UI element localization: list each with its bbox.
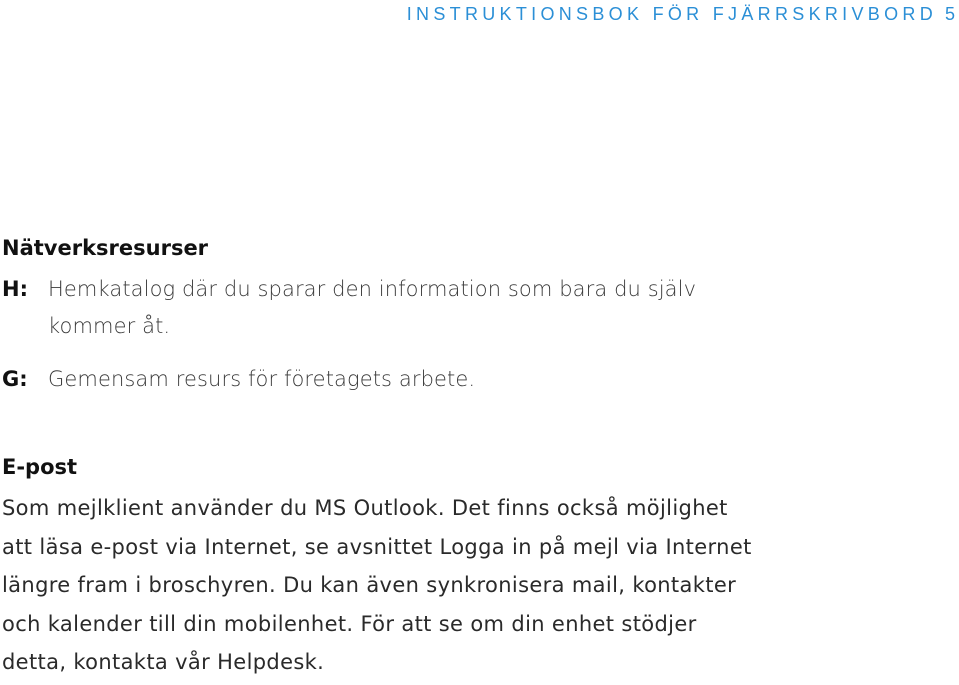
page-number: 5 — [944, 4, 955, 24]
paragraph-line: längre fram i broschyren. Du kan även synkronisera mail, kontakter — [2, 573, 737, 597]
section-heading-email: E-post — [2, 455, 78, 479]
paragraph-line: detta, kontakta vår Helpdesk. — [2, 650, 325, 674]
paragraph-line: och kalender till din mobilenhet. För att se om din enhet stödjer — [2, 611, 697, 636]
description-line: Gemensam resurs för företagets arbete. — [48, 367, 476, 391]
email-paragraph — [2, 489, 882, 682]
paragraph-line: Som mejlklient använder du MS Outlook. Det finns också möjlighet — [2, 496, 728, 520]
definition-key: G: — [2, 367, 28, 391]
running-header-title: INSTRUKTIONSBOK FÖR FJÄRRSKRIVBORD — [406, 4, 937, 24]
definition-description — [48, 361, 882, 398]
definition-key: H: — [2, 277, 28, 301]
description-line: Hemkatalog där du sparar den information som bara du själv — [48, 277, 697, 301]
definition-description — [48, 271, 882, 345]
description-line: kommer åt. — [48, 314, 171, 338]
definition-item-h — [2, 271, 882, 345]
section-heading-network-resources: Nätverksresurser — [2, 236, 209, 260]
definition-item-g — [2, 361, 882, 398]
paragraph-line: att läsa e-post via Internet, se avsnittet Logga in på mejl via Internet — [2, 534, 752, 559]
